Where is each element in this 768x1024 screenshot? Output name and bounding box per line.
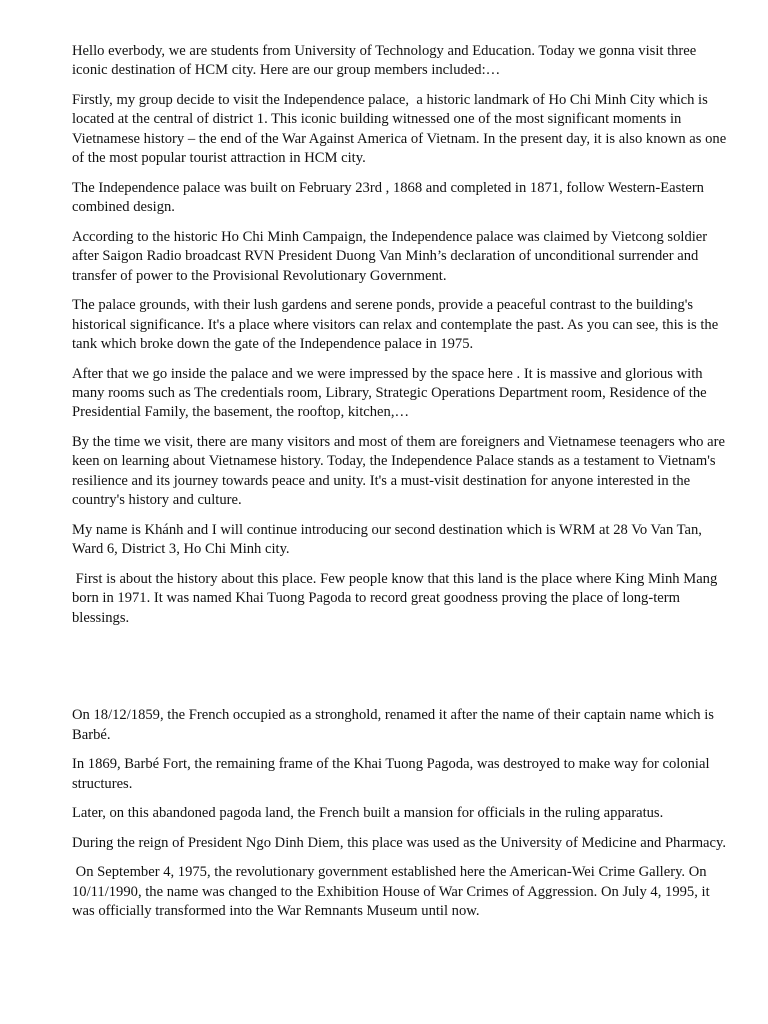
blank-space — [72, 638, 734, 706]
paragraph-intro: Hello everbody, we are students from University of Technology and Education. Today we gonna visit three iconic destination of HCM city. Here are our group members included:… — [72, 43, 700, 79]
paragraph-ngo-dinh-diem: During the reign of President Ngo Dinh Diem, this place was used as the University of Medicine and Pharmacy. — [72, 834, 726, 851]
paragraph-palace-grounds: The palace grounds, with their lush gardens and serene ponds, provide a peaceful contrast to the building's historical significance. It's a place where visitors can relax and contemplate the past. As you can see, this is the tank which broke down the gate of the Independence palace in 1975. — [72, 297, 722, 353]
paragraph-second-destination: My name is Khánh and I will continue introducing our second destination which is WRM at 28 Vo Van Tan, Ward 6, District 3, Ho Chi Minh city. — [72, 521, 706, 558]
paragraph-visitors: By the time we visit, there are many visitors and most of them are foreigners and Vietnamese teenagers who are keen on learning about Vietnamese history. Today, the Independence Palace stands as a testament to Vietnam's resilience and its journey towards peace and unity. It's a must-visit destination for anyone interested in the country's history and culture. — [72, 434, 729, 509]
paragraph-war-remnants-museum: On September 4, 1975, the revolutionary government established here the American-Wei Crime Gallery. On 10/11/1990, the name was changed to the Exhibition House of War Crimes of Aggression. On July 4, 1995, it was officially transformed into the War Remnants Museum until now. — [72, 864, 714, 920]
document-page — [72, 42, 734, 932]
paragraph-french-occupation: On 18/12/1859, the French occupied as a stronghold, renamed it after the name of their captain name which is Barbé. — [72, 707, 718, 743]
paragraph-palace-inside: After that we go inside the palace and we were impressed by the space here . It is massive and glorious with many rooms such as The credentials room, Library, Strategic Operations Department room, Residence of the Presidential Family, the basement, the rooftop, kitchen,… — [72, 365, 711, 421]
paragraph-ho-chi-minh-campaign: According to the historic Ho Chi Minh Campaign, the Independence palace was claimed by Vietcong soldier after Saigon Radio broadcast RVN President Duong Van Minh’s declaration of unconditional surrender and transfer of power to the Provisional Revolutionary Government. — [72, 228, 711, 284]
paragraph-palace-construction: The Independence palace was built on February 23rd , 1868 and completed in 1871, follow Western-Eastern combined design. — [72, 179, 708, 216]
paragraph-wrm-history: First is about the history about this place. Few people know that this land is the place where King Minh Mang born in 1971. It was named Khai Tuong Pagoda to record great goodness proving the place of long-term blessings. — [72, 570, 721, 626]
paragraph-french-mansion: Later, on this abandoned pagoda land, the French built a mansion for officials in the ruling apparatus. — [72, 805, 664, 822]
paragraph-barbe-fort: In 1869, Barbé Fort, the remaining frame of the Khai Tuong Pagoda, was destroyed to make way for colonial structures. — [72, 756, 714, 792]
paragraph-independence-palace-intro: Firstly, my group decide to visit the Independence palace, a historic landmark of Ho Chi Minh City which is located at the central of district 1. This iconic building witnessed one of the most significant moments in Vietnamese history – the end of the War Against America of Vietnam. In the present day, it is also known as one of the most popular tourist attraction in HCM city. — [72, 92, 730, 167]
